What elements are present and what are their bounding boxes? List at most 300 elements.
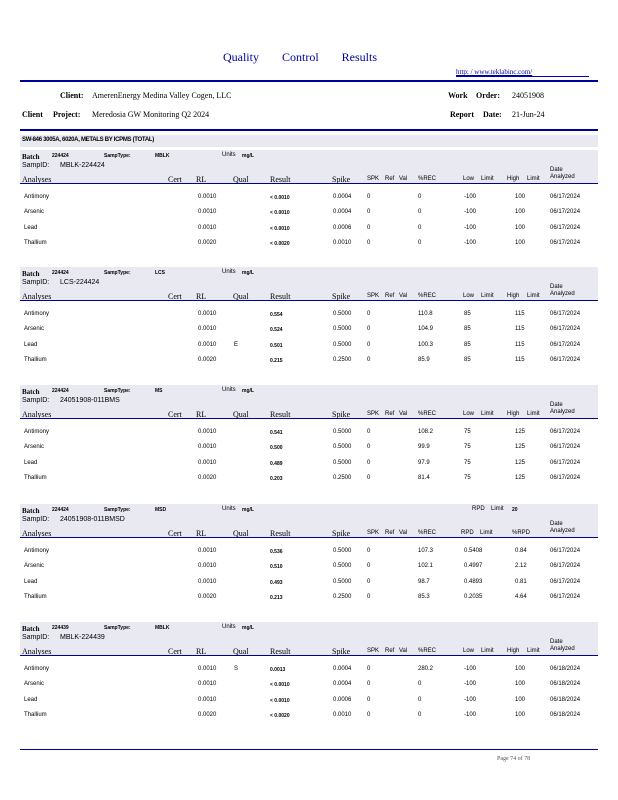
cell-high-limit: 100 <box>515 194 526 200</box>
col-low-limit: Limit <box>481 411 494 417</box>
cell-rec: 0 <box>418 209 422 216</box>
cell-result: 0.493 <box>270 579 283 586</box>
cell-spike: 0.0010 <box>333 711 352 718</box>
col-low-limit: Limit <box>481 293 494 299</box>
table-row <box>20 709 598 724</box>
col-spk: SPK <box>367 176 380 182</box>
cell-rl: 0.0010 <box>198 326 217 333</box>
cell-low-limit: -100 <box>464 239 477 246</box>
cell-spk-ref-val: 0 <box>367 444 371 451</box>
cell-high-limit: 100 <box>515 681 526 688</box>
cell-date-analyzed: 06/17/2024 <box>550 326 581 333</box>
cell-spk-ref-val: 0 <box>367 356 371 363</box>
cell-spike: 0.5000 <box>333 563 352 570</box>
block-header-line <box>20 418 598 419</box>
sampid-value: MBLK-224424 <box>60 162 105 169</box>
qc-block <box>20 504 598 614</box>
lab-website-link[interactable]: http: / www.teklabinc.com/ <box>456 68 533 76</box>
col-rec: %REC <box>418 176 437 182</box>
col-low: Low <box>463 411 475 417</box>
sampid-label: SampID: <box>22 634 50 641</box>
url-underline <box>456 76 589 77</box>
col-date: Date <box>550 402 563 408</box>
block-header-line <box>20 183 598 184</box>
batch-label: Batch <box>22 388 40 396</box>
cell-low-limit: -100 <box>464 209 477 216</box>
col-ref: Ref <box>385 530 395 536</box>
cell-low-limit: -100 <box>464 224 477 231</box>
samptype-label: SampType: <box>104 625 131 631</box>
cell-spike: 0.5000 <box>333 444 352 451</box>
cell-analyte: Antimony <box>24 194 50 200</box>
cell-spk-ref-val: 0 <box>367 194 371 200</box>
report-date-label: Date: <box>483 110 502 119</box>
cell-spk-ref-val: 0 <box>367 578 371 585</box>
units-value: mg/L <box>242 388 254 394</box>
cell-high-limit: 100 <box>515 666 526 672</box>
cell-rpd-ref: 0.5408 <box>464 548 483 554</box>
cell-date-analyzed: 06/17/2024 <box>550 209 581 216</box>
project-value: Meredosia GW Monitoring Q2 2024 <box>92 110 210 119</box>
col-analyses: Analyses <box>22 529 52 538</box>
cell-rec: 280.2 <box>418 666 434 672</box>
col-spike: Spike <box>332 292 351 301</box>
col-val: Val <box>399 176 408 182</box>
col-cert: Cert <box>168 647 182 656</box>
cell-rec: 102.1 <box>418 563 434 570</box>
col-val: Val <box>399 411 408 417</box>
col-analyzed: Analyzed <box>550 291 575 297</box>
samptype-label: SampType: <box>104 507 131 513</box>
col-low: Low <box>463 176 475 182</box>
col-result: Result <box>270 410 291 419</box>
col-high: High <box>507 648 520 654</box>
sampid-value: LCS-224424 <box>60 279 100 286</box>
units-label: Units <box>222 624 236 630</box>
col-result: Result <box>270 529 291 538</box>
cell-date-analyzed: 06/17/2024 <box>550 341 581 348</box>
block-header-line <box>20 300 598 301</box>
cell-result: < 0.0010 <box>270 195 290 201</box>
col-date: Date <box>550 167 563 173</box>
cell-result: < 0.0010 <box>270 210 290 217</box>
sampid-label: SampID: <box>22 279 50 286</box>
cell-analyte: Lead <box>24 696 38 703</box>
cell-rl: 0.0010 <box>198 429 217 435</box>
cell-low-limit: 75 <box>464 429 471 435</box>
cell-spk-ref-val: 0 <box>367 326 371 333</box>
project-label: Project: <box>53 110 81 119</box>
cell-spk-ref-val: 0 <box>367 548 371 554</box>
col-high-limit: Limit <box>527 648 540 654</box>
cell-date-analyzed: 06/18/2024 <box>550 711 581 718</box>
cell-result: 0.541 <box>270 430 283 436</box>
col-spike: Spike <box>332 529 351 538</box>
cell-high-limit: 125 <box>515 459 526 466</box>
table-row <box>20 545 598 560</box>
work-label: Work <box>448 91 468 100</box>
samptype-value: MSD <box>155 507 167 513</box>
col-rpd: RPD <box>461 530 474 536</box>
samptype-value: MS <box>155 388 163 394</box>
col-high: High <box>507 176 520 182</box>
title-word-control: Control <box>281 50 319 64</box>
title-word-quality: Quality <box>222 50 259 64</box>
col-cert: Cert <box>168 410 182 419</box>
cell-high-limit: 100 <box>515 696 526 703</box>
col-rl: RL <box>196 529 207 538</box>
units-label: Units <box>222 152 236 158</box>
cell-spk-ref-val: 0 <box>367 239 371 246</box>
col-ref: Ref <box>385 411 395 417</box>
cell-high-limit: 125 <box>515 429 526 435</box>
units-label: Units <box>222 387 236 393</box>
col-pct-rpd: %RPD <box>512 530 531 536</box>
table-row <box>20 694 598 709</box>
cell-rl: 0.0020 <box>198 474 217 481</box>
cell-spk-ref-val: 0 <box>367 209 371 216</box>
cell-spike: 0.5000 <box>333 311 352 317</box>
col-ref: Ref <box>385 176 395 182</box>
cell-rl: 0.0010 <box>198 311 217 317</box>
col-cert: Cert <box>168 292 182 301</box>
cell-result: 0.203 <box>270 475 283 482</box>
col-val: Val <box>399 530 408 536</box>
sampid-label: SampID: <box>22 516 50 523</box>
cell-rpd-ref: 0.4893 <box>464 578 483 585</box>
cell-spike: 0.0004 <box>333 209 352 216</box>
cell-spk-ref-val: 0 <box>367 459 371 466</box>
cell-analyte: Lead <box>24 578 38 585</box>
table-row <box>20 426 598 441</box>
cell-date-analyzed: 06/17/2024 <box>550 194 581 200</box>
table-row <box>20 457 598 472</box>
cell-spike: 0.0006 <box>333 696 352 703</box>
col-spk: SPK <box>367 648 380 654</box>
cell-rl: 0.0020 <box>198 239 217 246</box>
cell-date-analyzed: 06/17/2024 <box>550 429 581 435</box>
col-low-limit: Limit <box>481 176 494 182</box>
rpd-limit-value: 20 <box>512 507 518 513</box>
cell-rec: 0 <box>418 224 422 231</box>
col-ref: Ref <box>385 648 395 654</box>
page-number: Page 74 of 78 <box>497 756 531 762</box>
cell-analyte: Thallium <box>24 474 47 481</box>
cell-rl: 0.0010 <box>198 194 217 200</box>
cell-pct-rpd: 0.84 <box>515 548 527 554</box>
cell-rec: 0 <box>418 696 422 703</box>
cell-result: 0.536 <box>270 549 283 555</box>
batch-number: 224439 <box>52 625 69 631</box>
col-result: Result <box>270 175 291 184</box>
col-qual: Qual <box>233 410 249 419</box>
cell-spk-ref-val: 0 <box>367 429 371 435</box>
cell-high-limit: 100 <box>515 711 526 718</box>
work-order-value: 24051908 <box>512 91 544 100</box>
col-high-limit: Limit <box>527 293 540 299</box>
cell-rl: 0.0010 <box>198 341 217 348</box>
cell-analyte: Thallium <box>24 593 47 600</box>
cell-rl: 0.0010 <box>198 459 217 466</box>
cell-result: 0.501 <box>270 342 283 349</box>
col-rec: %REC <box>418 411 437 417</box>
sampid-value: 24051908-011BMSD <box>60 516 125 523</box>
col-qual: Qual <box>233 292 249 301</box>
cell-spk-ref-val: 0 <box>367 681 371 688</box>
table-row <box>20 339 598 354</box>
cell-rec: 0 <box>418 681 422 688</box>
report-title <box>0 50 600 65</box>
col-low-limit: Limit <box>481 648 494 654</box>
cell-analyte: Thallium <box>24 711 47 718</box>
cell-low-limit: 85 <box>464 341 471 348</box>
cell-rl: 0.0020 <box>198 356 217 363</box>
cell-result: < 0.0020 <box>270 240 290 247</box>
cell-spk-ref-val: 0 <box>367 666 371 672</box>
cell-rec: 100.3 <box>418 341 434 348</box>
units-label: Units <box>222 506 236 512</box>
samptype-label: SampType: <box>104 153 131 159</box>
cell-analyte: Thallium <box>24 356 47 363</box>
cell-low-limit: -100 <box>464 681 477 688</box>
cell-rec: 98.7 <box>418 578 430 585</box>
qc-block <box>20 150 598 260</box>
cell-result: 0.554 <box>270 312 283 318</box>
col-analyses: Analyses <box>22 410 52 419</box>
footer-divider <box>20 749 598 750</box>
cell-spike: 0.5000 <box>333 429 352 435</box>
col-cert: Cert <box>168 529 182 538</box>
qc-block <box>20 267 598 377</box>
batch-label: Batch <box>22 507 40 515</box>
cell-analyte: Lead <box>24 224 38 231</box>
table-row <box>20 441 598 456</box>
col-qual: Qual <box>233 175 249 184</box>
cell-rl: 0.0010 <box>198 578 217 585</box>
cell-rl: 0.0020 <box>198 593 217 600</box>
table-row <box>20 663 598 678</box>
cell-date-analyzed: 06/17/2024 <box>550 578 581 585</box>
cell-date-analyzed: 06/17/2024 <box>550 444 581 451</box>
cell-rec: 0 <box>418 711 422 718</box>
cell-spike: 0.5000 <box>333 548 352 554</box>
cell-high-limit: 100 <box>515 209 526 216</box>
cell-date-analyzed: 06/18/2024 <box>550 681 581 688</box>
cell-low-limit: 75 <box>464 474 471 481</box>
cell-spk-ref-val: 0 <box>367 563 371 570</box>
col-analyzed: Analyzed <box>550 409 575 415</box>
cell-spike: 0.0004 <box>333 681 352 688</box>
cell-rec: 97.9 <box>418 459 430 466</box>
cell-analyte: Antimony <box>24 548 50 554</box>
cell-result: < 0.0010 <box>270 682 290 689</box>
cell-high-limit: 115 <box>515 341 525 348</box>
cell-low-limit: 75 <box>464 444 471 451</box>
table-row <box>20 323 598 338</box>
sampid-value: MBLK-224439 <box>60 634 105 641</box>
sampid-label: SampID: <box>22 162 50 169</box>
table-row <box>20 191 598 206</box>
cell-rl: 0.0010 <box>198 209 217 216</box>
cell-rpd-ref: 0.4997 <box>464 563 483 570</box>
cell-result: < 0.0010 <box>270 697 290 704</box>
cell-rec: 99.9 <box>418 444 430 451</box>
cell-low-limit: -100 <box>464 696 477 703</box>
col-analyses: Analyses <box>22 647 52 656</box>
col-date: Date <box>550 521 563 527</box>
cell-rec: 85.9 <box>418 356 430 363</box>
cell-analyte: Arsenic <box>24 444 45 451</box>
cell-spike: 0.5000 <box>333 326 352 333</box>
col-result: Result <box>270 292 291 301</box>
cell-analyte: Antimony <box>24 429 50 435</box>
batch-number: 224424 <box>52 270 69 276</box>
units-label: Units <box>222 269 236 275</box>
order-label: Order: <box>476 91 500 100</box>
col-rl: RL <box>196 175 207 184</box>
title-word-results: Results <box>341 50 377 64</box>
cell-rl: 0.0020 <box>198 711 217 718</box>
cell-qual: S <box>234 666 239 672</box>
sampid-value: 24051908-011BMS <box>60 397 120 404</box>
units-value: mg/L <box>242 153 254 159</box>
cell-rec: 104.9 <box>418 326 434 333</box>
cell-spike: 0.0004 <box>333 194 352 200</box>
cell-high-limit: 115 <box>515 356 525 363</box>
cell-pct-rpd: 4.64 <box>515 593 527 600</box>
table-row <box>20 560 598 575</box>
cell-spk-ref-val: 0 <box>367 711 371 718</box>
cell-rec: 108.2 <box>418 429 434 435</box>
samptype-value: MBLK <box>155 153 170 159</box>
cell-pct-rpd: 2.12 <box>515 563 527 570</box>
rpd-limit-label: Limit <box>491 506 504 512</box>
section-divider <box>20 129 598 131</box>
cell-rec: 107.3 <box>418 548 434 554</box>
cell-date-analyzed: 06/17/2024 <box>550 459 581 466</box>
cell-analyte: Thallium <box>24 239 47 246</box>
cell-analyte: Arsenic <box>24 209 45 216</box>
cell-spk-ref-val: 0 <box>367 593 371 600</box>
col-rl: RL <box>196 647 207 656</box>
cell-spike: 0.0010 <box>333 239 352 246</box>
cell-date-analyzed: 06/17/2024 <box>550 548 581 554</box>
col-high: High <box>507 411 520 417</box>
cell-rl: 0.0010 <box>198 563 217 570</box>
col-analyses: Analyses <box>22 175 52 184</box>
batch-label: Batch <box>22 625 40 633</box>
cell-high-limit: 115 <box>515 326 525 333</box>
table-row <box>20 576 598 591</box>
col-val: Val <box>399 293 408 299</box>
cell-low-limit: 85 <box>464 326 471 333</box>
cell-result: 0.500 <box>270 445 283 452</box>
cell-pct-rpd: 0.81 <box>515 578 527 585</box>
col-rec: %REC <box>418 648 437 654</box>
table-row <box>20 678 598 693</box>
col-low: Low <box>463 293 475 299</box>
cell-rec: 81.4 <box>418 474 430 481</box>
report-label: Report <box>450 110 474 119</box>
table-row <box>20 222 598 237</box>
cell-date-analyzed: 06/17/2024 <box>550 224 581 231</box>
samptype-value: LCS <box>155 270 165 276</box>
cell-spk-ref-val: 0 <box>367 474 371 481</box>
cell-high-limit: 125 <box>515 444 526 451</box>
report-date-value: 21-Jun-24 <box>512 110 545 119</box>
table-row <box>20 237 598 252</box>
cell-result: 0.0013 <box>270 667 286 673</box>
samptype-label: SampType: <box>104 270 131 276</box>
cell-date-analyzed: 06/18/2024 <box>550 696 581 703</box>
cell-date-analyzed: 06/17/2024 <box>550 239 581 246</box>
cell-analyte: Lead <box>24 341 38 348</box>
cell-qual: E <box>234 341 239 348</box>
cell-rpd-ref: 0.2035 <box>464 593 483 600</box>
cell-low-limit: 75 <box>464 459 471 466</box>
sampid-label: SampID: <box>22 397 50 404</box>
client-label: Client: <box>60 91 84 100</box>
cell-date-analyzed: 06/17/2024 <box>550 593 581 600</box>
project-label-client: Client <box>22 110 43 119</box>
table-row <box>20 206 598 221</box>
col-high: High <box>507 293 520 299</box>
col-rec: %REC <box>418 530 437 536</box>
cell-rl: 0.0010 <box>198 666 217 672</box>
col-analyzed: Analyzed <box>550 174 575 180</box>
col-rl: RL <box>196 292 207 301</box>
qc-block <box>20 385 598 495</box>
table-row <box>20 354 598 369</box>
units-value: mg/L <box>242 270 254 276</box>
col-date: Date <box>550 284 563 290</box>
rpd-header-label: RPD <box>472 506 485 512</box>
samptype-label: SampType: <box>104 388 131 394</box>
cell-rec: 110.8 <box>418 311 433 317</box>
table-row <box>20 308 598 323</box>
col-spike: Spike <box>332 647 351 656</box>
cell-date-analyzed: 06/17/2024 <box>550 563 581 570</box>
cell-result: 0.510 <box>270 564 283 571</box>
cell-high-limit: 125 <box>515 474 526 481</box>
table-row <box>20 472 598 487</box>
cell-date-analyzed: 06/18/2024 <box>550 666 581 672</box>
batch-label: Batch <box>22 153 40 161</box>
batch-label: Batch <box>22 270 40 278</box>
col-analyzed: Analyzed <box>550 646 575 652</box>
cell-analyte: Arsenic <box>24 681 45 688</box>
block-header-line <box>20 537 598 538</box>
client-value: AmerenEnergy Medina Valley Cogen, LLC <box>92 91 232 100</box>
col-high-limit: Limit <box>527 411 540 417</box>
cell-date-analyzed: 06/17/2024 <box>550 356 581 363</box>
cell-low-limit: 85 <box>464 311 471 317</box>
table-row <box>20 591 598 606</box>
cell-high-limit: 115 <box>515 311 525 317</box>
cell-spk-ref-val: 0 <box>367 224 371 231</box>
units-value: mg/L <box>242 507 254 513</box>
col-result: Result <box>270 647 291 656</box>
col-qual: Qual <box>233 647 249 656</box>
cell-rec: 0 <box>418 194 422 200</box>
batch-number: 224424 <box>52 507 69 513</box>
cell-date-analyzed: 06/17/2024 <box>550 474 581 481</box>
col-val: Val <box>399 648 408 654</box>
cell-result: 0.213 <box>270 594 283 601</box>
block-header-line <box>20 655 598 656</box>
cell-spike: 0.2500 <box>333 474 352 481</box>
col-spike: Spike <box>332 410 351 419</box>
